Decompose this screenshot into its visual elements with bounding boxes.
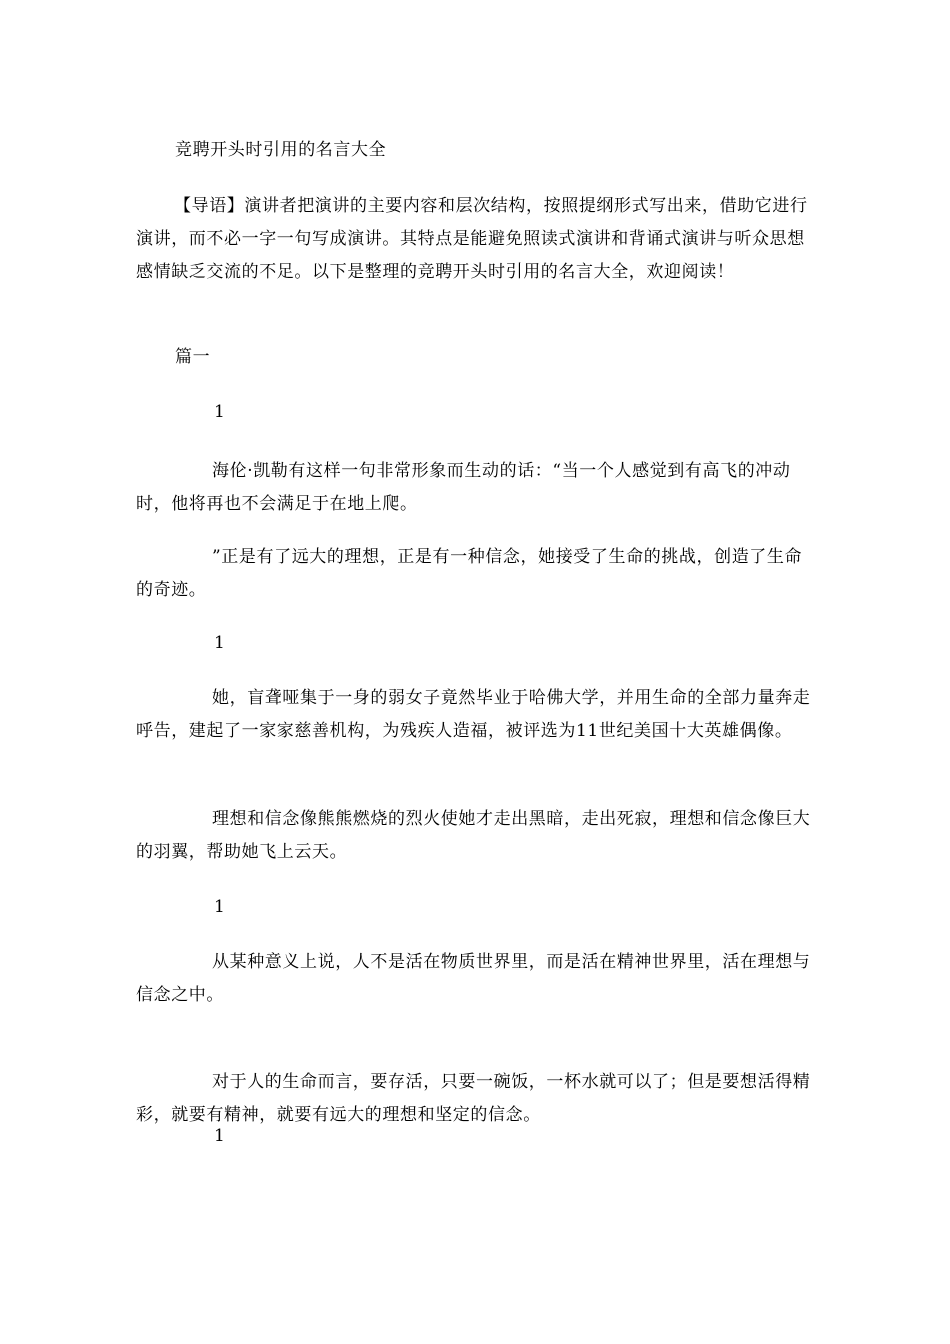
body-paragraph: 海伦·凯勒有这样一句非常形象而生动的话：“当一个人感觉到有高飞的冲动时，他将再也不会满足于在地上爬。: [136, 461, 791, 514]
section-label: 篇一: [175, 347, 211, 367]
item-number: 1: [214, 897, 226, 917]
body-paragraph: 她，盲聋哑集于一身的弱女子竟然毕业于哈佛大学，并用生命的全部力量奔走呼告，建起了一家家慈善机构，为残疾人造福，被评选为11世纪美国十大英雄偶像。: [136, 688, 811, 741]
item-number: 1: [214, 633, 226, 653]
item-number: 1: [214, 402, 226, 422]
body-paragraph: 对于人的生命而言，要存活，只要一碗饭，一杯水就可以了；但是要想活得精彩，就要有精神，就要有远大的理想和坚定的信念。: [136, 1072, 811, 1125]
item-number: 1: [214, 1126, 226, 1146]
body-paragraph: 理想和信念像熊熊燃烧的烈火使她才走出黑暗，走出死寂，理想和信念像巨大的羽翼，帮助她飞上云天。: [136, 809, 811, 862]
body-paragraph: ”正是有了远大的理想，正是有一种信念，她接受了生命的挑战，创造了生命的奇迹。: [136, 547, 803, 600]
document-title: 竞聘开头时引用的名言大全: [175, 140, 387, 160]
body-paragraph: 从某种意义上说，人不是活在物质世界里，而是活在精神世界里，活在理想与信念之中。: [136, 952, 811, 1005]
intro-paragraph: 【导语】演讲者把演讲的主要内容和层次结构，按照提纲形式写出来，借助它进行演讲，而不必一字一句写成演讲。其特点是能避免照读式演讲和背诵式演讲与听众思想感情缺乏交流的不足。以下是整理的竞聘开头时引用的名言大全，欢迎阅读！: [136, 196, 808, 282]
